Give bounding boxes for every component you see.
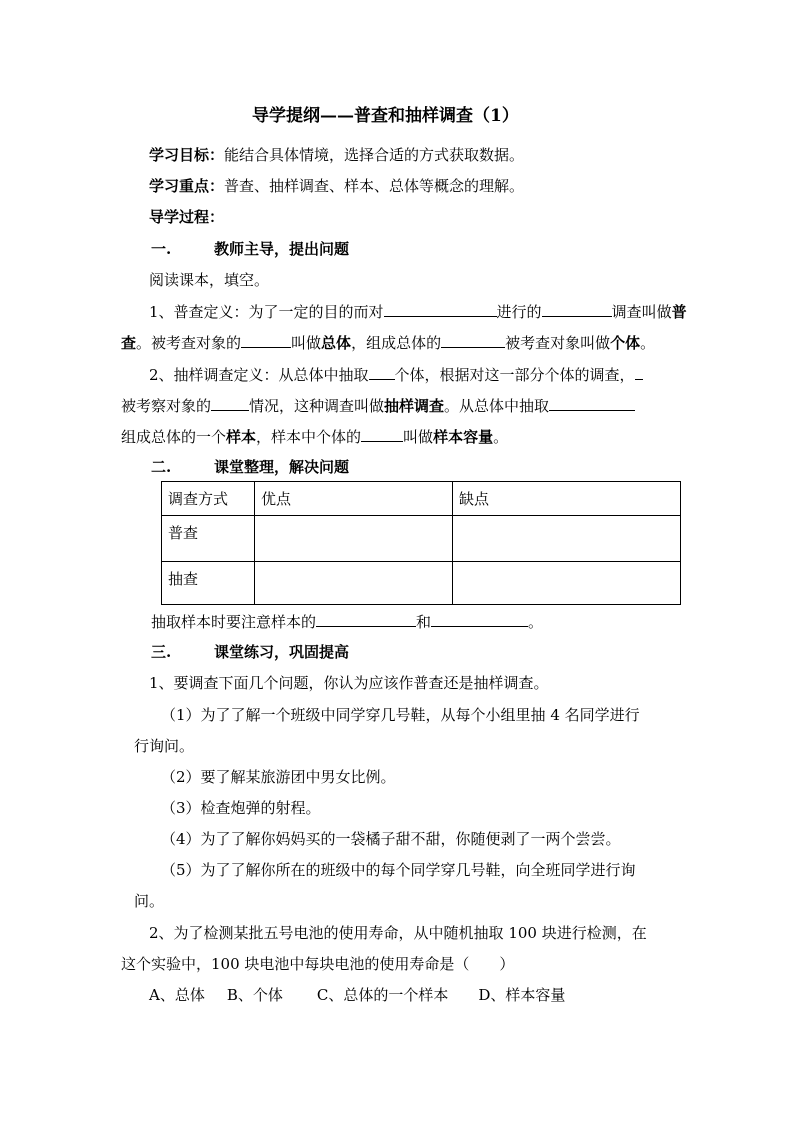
table-row (162, 562, 681, 605)
sample-text-d: 情况，这种调查叫做 (249, 397, 385, 415)
census-text-c: 调查叫做 (611, 303, 672, 321)
option-d[interactable]: D、样本容量 (478, 986, 566, 1004)
sample-note-text-b: 和 (416, 613, 432, 631)
learning-focus-label: 学习重点： (149, 177, 225, 195)
table-header-cell: 优点 (255, 482, 453, 516)
census-text-a: 1、普查定义：为了一定的目的而对 (149, 303, 384, 321)
sample-text-h: 叫做 (403, 428, 434, 446)
term-individual: 个体 (610, 334, 641, 352)
section-3-title: 课堂练习，巩固提高 (214, 643, 350, 661)
learning-goal-label: 学习目标： (149, 146, 225, 164)
term-total: 总体 (321, 334, 352, 352)
blank-census-object[interactable] (384, 301, 497, 317)
question-2-options (149, 985, 565, 1005)
question-2-cont: 这个实验中，100 块电池中每块电池的使用寿命是（ ） (121, 955, 515, 973)
process-label-text: 导学过程： (149, 208, 225, 226)
sample-text-g: ，样本中个体的 (256, 428, 362, 446)
census-text-f: ，组成总体的 (351, 334, 442, 352)
section-1-intro: 阅读课本，填空。 (149, 271, 270, 289)
census-term-part2: 查 (121, 334, 137, 352)
census-definition-line2 (121, 332, 655, 353)
table-header-row (162, 482, 681, 516)
question-1-item-5: （5）为了了解你所在的班级中的每个同学穿几号鞋，向全班同学进行询 (161, 861, 636, 879)
question-1-item-1-cont: 行询问。 (134, 737, 195, 755)
table-cell: 普查 (162, 516, 255, 562)
census-text-g: 被考查对象叫做 (505, 334, 611, 352)
section-1-title: 教师主导，提出问题 (214, 240, 350, 258)
sample-note-text-a: 抽取样本时要注意样本的 (151, 613, 317, 631)
term-sampling-survey: 抽样调查 (384, 397, 445, 415)
sample-text-b: 个体，根据对这一部分个体的调查， (394, 366, 635, 384)
table-cell: 抽查 (162, 562, 255, 605)
section-2-title: 课堂整理，解决问题 (214, 458, 350, 476)
blank-sample-part[interactable] (369, 364, 395, 380)
census-text-end: 。 (640, 334, 656, 352)
section-3-heading (151, 642, 349, 662)
sample-text-f: 组成总体的一个 (121, 428, 227, 446)
sample-note (151, 611, 543, 632)
process-label (149, 207, 224, 227)
blank-sample-infer[interactable] (635, 364, 643, 380)
census-text-d: 。被考查对象的 (136, 334, 242, 352)
option-a[interactable]: A、总体 (149, 986, 205, 1004)
blank-sample-draw[interactable] (549, 395, 635, 411)
learning-focus (149, 176, 524, 196)
sample-definition-line3 (121, 426, 508, 447)
question-1-item-2: （2）要了解某旅游团中男女比例。 (161, 768, 396, 786)
term-sample: 样本 (226, 428, 257, 446)
section-1-number: 一. (151, 240, 172, 258)
learning-goal-text: 能结合具体情境，选择合适的方式获取数据。 (224, 146, 525, 164)
section-2-number: 二. (151, 458, 172, 476)
section-3-number: 三. (151, 643, 172, 661)
sample-definition-line2 (121, 395, 635, 416)
blank-sample-count[interactable] (361, 426, 403, 442)
section-2-heading (151, 457, 349, 477)
table-header-cell: 缺点 (453, 482, 681, 516)
table-cell-input[interactable] (453, 562, 681, 605)
sample-definition-line1 (149, 364, 643, 385)
census-text-b: 进行的 (496, 303, 542, 321)
question-1-item-4: （4）为了了解你妈妈买的一袋橘子甜不甜，你随便剥了一两个尝尝。 (161, 830, 621, 848)
blank-sample-note-2[interactable] (431, 611, 528, 627)
census-text-e: 叫做 (291, 334, 322, 352)
page-title: 导学提纲——普查和抽样调查（1） (252, 106, 519, 126)
table-cell-input[interactable] (255, 562, 453, 605)
sample-text-e: 。从总体中抽取 (444, 397, 550, 415)
table-cell-input[interactable] (255, 516, 453, 562)
census-definition-line1 (149, 301, 687, 322)
section-1-heading (151, 239, 349, 259)
question-1: 1、要调查下面几个问题，你认为应该作普查还是抽样调查。 (149, 674, 549, 692)
option-c[interactable]: C、总体的一个样本 (316, 986, 449, 1004)
question-2: 2、为了检测某批五号电池的使用寿命，从中随机抽取 100 块进行检测，在 (149, 924, 647, 942)
blank-census-scope[interactable] (542, 301, 612, 317)
table-row (162, 516, 681, 562)
comparison-table (161, 481, 681, 605)
blank-census-each[interactable] (441, 332, 505, 348)
learning-goal (149, 145, 524, 165)
learning-focus-text: 普查、抽样调查、样本、总体等概念的理解。 (224, 177, 525, 195)
question-1-item-1: （1）为了了解一个班级中同学穿几号鞋，从每个小组里抽 4 名同学进行 (161, 706, 640, 724)
census-term-part1: 普 (671, 303, 687, 321)
table-header-cell: 调查方式 (162, 482, 255, 516)
sample-text-a: 2、抽样调查定义：从总体中抽取 (149, 366, 369, 384)
blank-sample-whole[interactable] (211, 395, 249, 411)
blank-sample-note-1[interactable] (316, 611, 416, 627)
sample-text-end: 。 (493, 428, 509, 446)
term-sample-size: 样本容量 (433, 428, 494, 446)
question-1-item-3: （3）检查炮弹的射程。 (161, 799, 321, 817)
option-b[interactable]: B、个体 (226, 986, 283, 1004)
table-cell-input[interactable] (453, 516, 681, 562)
question-1-item-5-cont: 问。 (134, 892, 165, 910)
blank-census-whole[interactable] (241, 332, 291, 348)
sample-text-c: 被考察对象的 (121, 397, 212, 415)
sample-note-text-end: 。 (528, 613, 544, 631)
